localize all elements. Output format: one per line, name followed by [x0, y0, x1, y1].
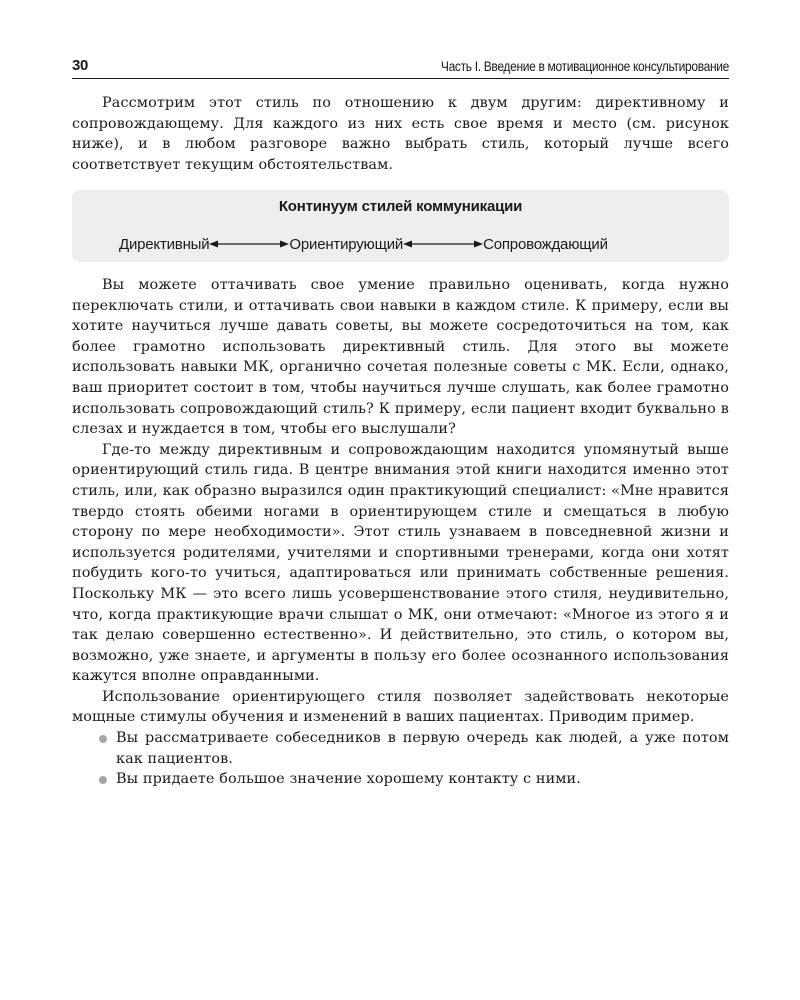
style-directive: Директивный: [119, 235, 210, 253]
paragraph-stimuli: Использование ориентирующего стиля позволяет задействовать некоторые мощные стимулы обучения и изменений в ваших пациентах. Приводим пример.: [72, 688, 729, 726]
continuum-figure: [72, 190, 729, 262]
double-arrow-icon: [403, 238, 483, 250]
intro-paragraph: Рассмотрим этот стиль по отношению к двум другим: директивному и сопровождающему. Для каждого из них есть свое время и место (см. рисунок ниже), и в любом разговоре важно выбрать стиль, который лучше всего соответствует текущим обстоятельствам.: [72, 95, 729, 173]
paragraph-guiding-style: Где-то между директивным и сопровождающим находится упомянутый выше ориентирующий стиль гида. В центре внимания этой книги находится именно этот стиль, или, как образно выразился один практикующий специалист: «Мне нравится твердо стоять обеими ногами в ориентирующем стиле и смещаться в любую сторону по мере необходимости». Этот стиль узнаваем в повседневной жизни и используется родителями, учителями и спортивными тренерами, когда они хотят побудить кого-то учиться, адаптироваться или принимать собственные решения. Поскольку МК — это всего лишь усовершенствование этого стиля, неудивительно, что, когда практикующие врачи слышат о МК, они отмечают: «Многое из этого я и так делаю совершенно естественно». И действительно, это стиль, о котором вы, возможно, уже знаете, и аргументы в пользу его более осознанного использования кажутся вполне оправданными.: [72, 441, 729, 685]
main-text: [72, 275, 729, 790]
paragraph-switching-styles: Вы можете оттачивать свое умение правильно оценивать, когда нужно переключать стили, и оттачивать свои навыки в каждом стиле. К примеру, если вы хотите научиться лучше давать советы, вы можете сосредоточиться на том, как более грамотно использовать директивный стиль. Для этого вы можете использовать навыки МК, органично сочетая полезные советы с МК. Если, однако, ваш приоритет состоит в том, чтобы научиться лучше слушать, как более грамотно использовать сопровождающий стиль? К примеру, если пациент входит буквально в слезах и нуждается в том, чтобы его выслушали?: [72, 277, 729, 438]
list-item: [72, 769, 729, 790]
bullet-list: [72, 728, 729, 790]
page-number: 30: [72, 57, 89, 74]
style-guiding: Ориентирующий: [289, 235, 404, 253]
list-item-text: Вы придаете большое значение хорошему контакту с ними.: [116, 771, 581, 788]
figure-title: Континуум стилей коммуникации: [278, 198, 523, 215]
intro-section: [72, 93, 729, 175]
bullet-icon: [99, 735, 107, 743]
style-following: Сопровождающий: [483, 235, 608, 253]
list-item: [72, 728, 729, 769]
style-continuum: [119, 234, 608, 254]
bullet-icon: [99, 776, 107, 784]
double-arrow-icon: [209, 238, 289, 250]
page-header: [72, 56, 729, 79]
running-head: Часть I. Введение в мотивационное консультирование: [440, 58, 729, 74]
list-item-text: Вы рассматриваете собеседников в первую очередь как людей, а уже потом как пациентов.: [116, 730, 729, 767]
